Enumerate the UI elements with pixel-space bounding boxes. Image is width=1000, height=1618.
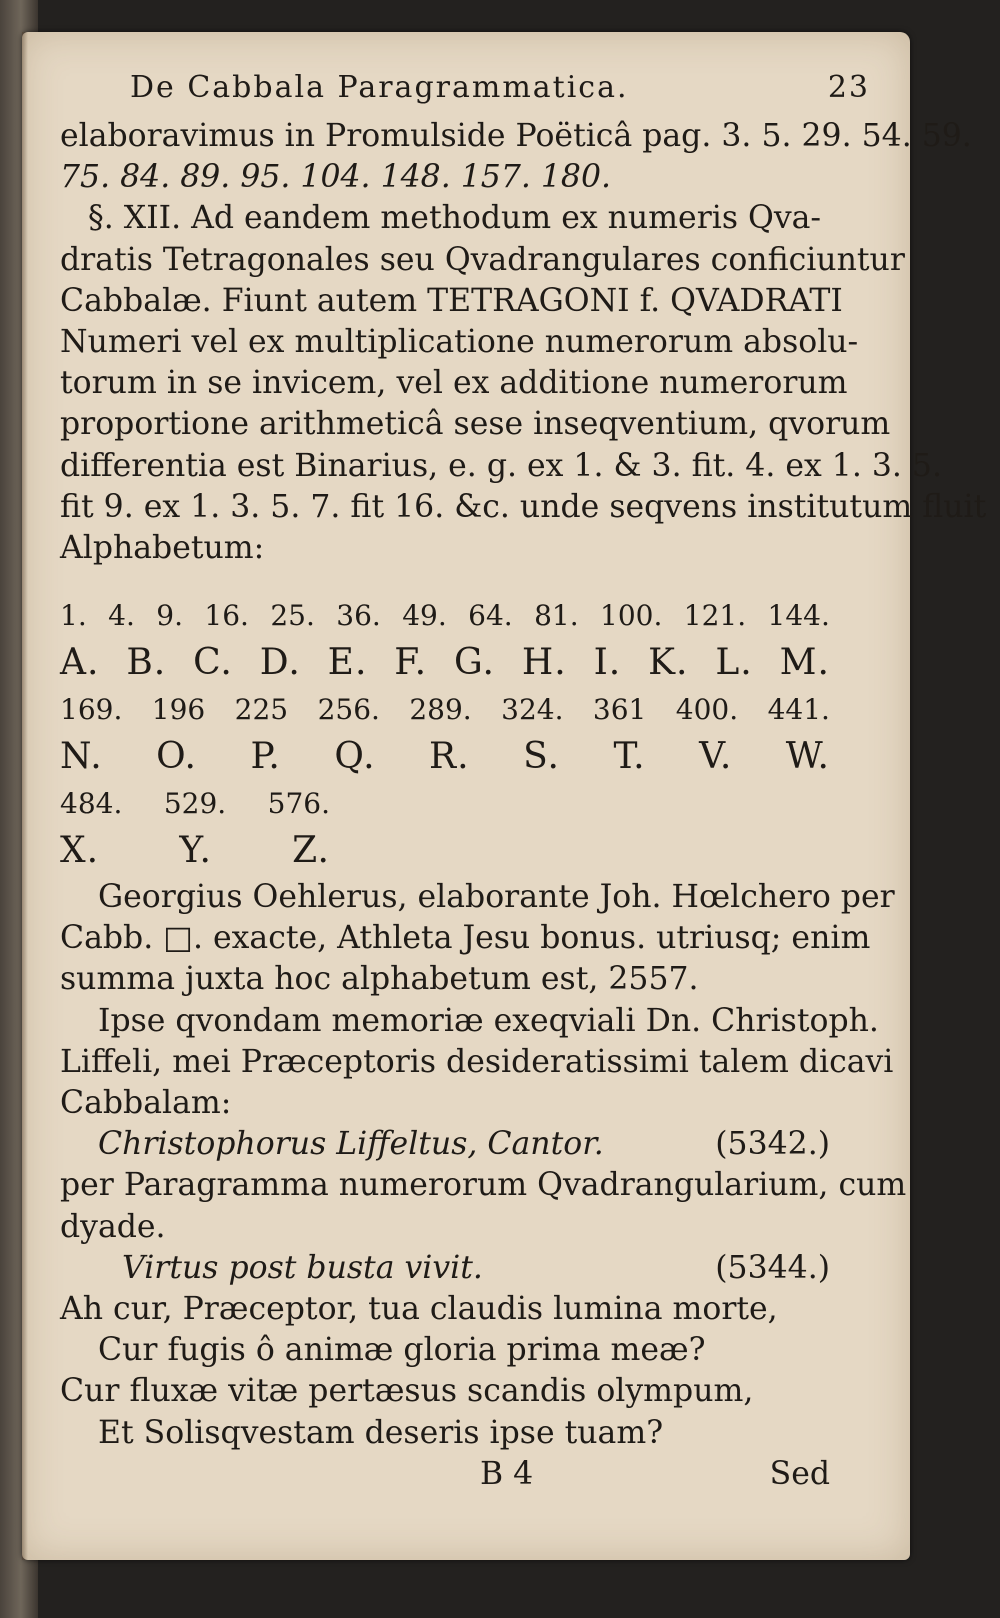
- alphabet-letter: P.: [250, 736, 281, 778]
- alphabet-number: 81.: [534, 599, 579, 633]
- spacer: [60, 569, 860, 595]
- alphabet-row-numbers-2: [60, 689, 830, 736]
- alphabet-row-letters-1: [60, 642, 830, 689]
- alphabet-letter: Y.: [179, 830, 212, 872]
- running-head: [130, 70, 870, 110]
- cabbala-sum: (5344.): [715, 1249, 830, 1286]
- alphabet-letter: H.: [521, 642, 567, 684]
- alphabet-letter: M.: [779, 642, 830, 684]
- alphabet-letter: X.: [60, 830, 100, 872]
- alphabet-number: 256.: [317, 693, 380, 727]
- running-title: De Cabbala Paragrammatica.: [130, 70, 629, 105]
- alphabet-row-letters-3: [60, 830, 330, 877]
- page-body: [60, 116, 987, 1502]
- alphabet-letter: K.: [648, 642, 689, 684]
- alphabet-number: 64.: [468, 599, 513, 633]
- poem-line: Cur fugis ô animæ gloria prima meæ?: [98, 1332, 706, 1369]
- page-number: 23: [827, 70, 870, 105]
- cabbala-motto: Virtus post busta vivit.: [122, 1249, 483, 1286]
- text-line: dratis Tetragonales seu Qvadrangulares conficiuntur: [60, 241, 905, 278]
- alphabet-number: 100.: [600, 599, 663, 633]
- alphabet-letter: W.: [785, 736, 830, 778]
- alphabet-number: 324.: [501, 693, 564, 727]
- alphabet-number: 4.: [108, 599, 135, 633]
- text-line: Cabbalæ. Fiunt autem TETRAGONI f. QVADRATI: [60, 282, 843, 319]
- alphabet-letter: B.: [126, 642, 167, 684]
- text-line: summa juxta hoc alphabetum est, 2557.: [60, 961, 699, 998]
- text-line: torum in se invicem, vel ex additione numerorum: [60, 365, 848, 402]
- alphabet-number: 36.: [336, 599, 381, 633]
- alphabet-letter: A.: [60, 642, 100, 684]
- alphabet-number: 49.: [402, 599, 447, 633]
- alphabet-letter: T.: [613, 736, 646, 778]
- alphabet-number: 289.: [409, 693, 472, 727]
- alphabet-number: 144.: [767, 599, 830, 633]
- text-line: fit 9. ex 1. 3. 5. 7. fit 16. &c. unde seqvens institutum fluit: [60, 488, 987, 525]
- alphabet-number: 121.: [683, 599, 747, 633]
- alphabet-letter: C.: [193, 642, 233, 684]
- text-line: Cabbalam:: [60, 1085, 232, 1121]
- poem-line: Cur fluxæ vitæ pertæsus scandis olympum,: [60, 1373, 754, 1410]
- cabbala-line: [60, 1248, 830, 1289]
- alphabet-number: 9.: [156, 599, 183, 633]
- poem-line: Ah cur, Præceptor, tua claudis lumina morte,: [60, 1290, 778, 1327]
- alphabet-number: 1.: [60, 599, 87, 633]
- alphabet-number: 25.: [270, 599, 315, 633]
- text-line: Ipse qvondam memoriæ exeqviali Dn. Christoph.: [98, 1002, 879, 1039]
- book-page: [22, 32, 987, 1560]
- alphabet-number: 196: [151, 693, 206, 727]
- alphabet-number: 169.: [60, 693, 123, 727]
- alphabet-number: 484.: [60, 787, 123, 821]
- text-line: 75. 84. 89. 95. 104. 148. 157. 180.: [60, 159, 612, 196]
- alphabet-letter: I.: [593, 642, 622, 684]
- alphabet-number: 441.: [767, 693, 830, 727]
- alphabet-row-numbers-1: [60, 595, 830, 642]
- catchword: Sed: [769, 1455, 830, 1492]
- text-line: §. XII. Ad eandem methodum ex numeris Qva-: [88, 200, 822, 237]
- alphabet-letter: R.: [429, 736, 470, 778]
- text-line: differentia est Binarius, e. g. ex 1. & 3. fit. 4. ex 1. 3. 5.: [60, 447, 942, 484]
- alphabet-number: 225: [234, 693, 289, 727]
- text-line: Cabb. □. exacte, Athleta Jesu bonus. utriusq; enim: [60, 920, 871, 957]
- alphabet-letter: S.: [523, 736, 560, 778]
- alphabet-letter: O.: [156, 736, 197, 778]
- alphabet-letter: G.: [454, 642, 495, 684]
- text-line: per Paragramma numerorum Qvadrangularium, cum: [60, 1167, 907, 1204]
- page-gutter: [22, 32, 28, 1560]
- page-footer: [60, 1454, 830, 1502]
- text-line: Numeri vel ex multiplicatione numerorum absolu-: [60, 323, 859, 360]
- alphabet-letter: Q.: [334, 736, 376, 778]
- alphabet-letter: F.: [394, 642, 428, 684]
- signature-mark: B 4: [480, 1455, 534, 1492]
- alphabet-number: 529.: [163, 787, 227, 821]
- alphabet-letter: N.: [60, 736, 103, 778]
- alphabet-number: 361: [592, 693, 647, 727]
- cabbala-name: Christophorus Liffeltus, Cantor.: [98, 1126, 604, 1163]
- alphabet-number: 400.: [675, 693, 739, 727]
- alphabet-letter: L.: [715, 642, 753, 684]
- poem-line: Et Solisqvestam deseris ipse tuam?: [98, 1414, 664, 1451]
- alphabet-number: 16.: [204, 599, 249, 633]
- alphabet-letter: E.: [327, 642, 368, 684]
- alphabet-row-letters-2: [60, 736, 830, 783]
- alphabet-number: 576.: [267, 787, 330, 821]
- text-line: Liffeli, mei Præceptoris desideratissimi talem dicavi: [60, 1043, 894, 1080]
- text-line: Alphabetum:: [60, 529, 265, 566]
- alphabet-letter: V.: [699, 736, 733, 778]
- text-line: dyade.: [60, 1208, 166, 1245]
- cabbala-line: [60, 1124, 830, 1165]
- alphabet-letter: D.: [259, 642, 301, 684]
- cabbala-sum: (5342.): [715, 1126, 830, 1163]
- text-line: Georgius Oehlerus, elaborante Joh. Hœlchero per: [98, 879, 895, 916]
- text-line: elaboravimus in Promulside Poëticâ pag. 3. 5. 29. 54. 59.: [60, 118, 972, 154]
- alphabet-letter: Z.: [292, 830, 330, 872]
- text-line: proportione arithmeticâ sese inseqventium, qvorum: [60, 406, 891, 443]
- alphabet-row-numbers-3: [60, 783, 330, 830]
